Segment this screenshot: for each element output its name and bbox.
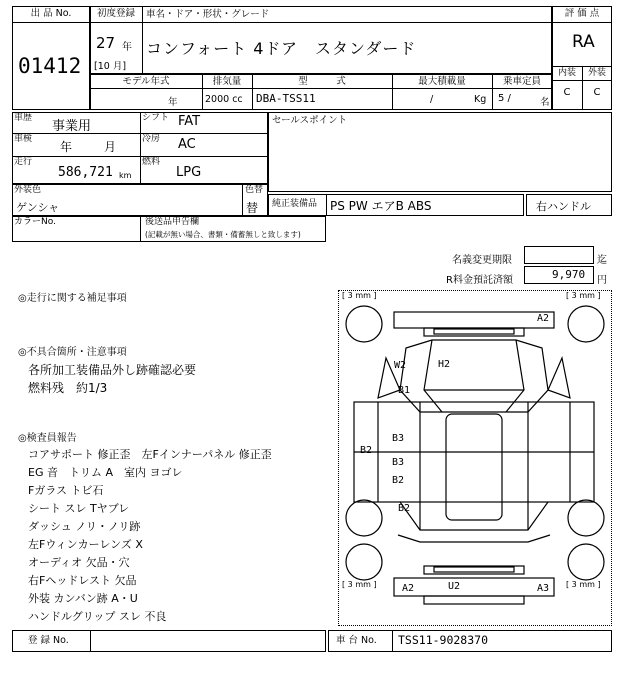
inspector-title: ◎検査員報告 (18, 433, 77, 444)
interior-label: 内装 (557, 68, 576, 78)
fuel-value: LPG (176, 165, 202, 180)
color-number-label: カラーNo. (14, 217, 56, 227)
chassis-number: TSS11-9028370 (398, 633, 489, 647)
repaint-label: 色替 (245, 185, 264, 195)
model-year-label: モデル年式 (122, 76, 170, 87)
mark-h2: H2 (438, 359, 451, 370)
grade-label: 評 価 点 (564, 8, 600, 19)
aftermarket-note: (記載が無い場合、書類・備蓄無しと致します) (145, 230, 301, 239)
inspector-line: 左Fウィンカーレンズ X (28, 538, 143, 551)
recycle-unit: 円 (597, 275, 607, 286)
tire-depth-rr: [ 3 mm ] (566, 580, 601, 589)
recycle-label: R料金預託済額 (446, 275, 513, 286)
inspector-line: コアサポート 修正歪 左Fインナーパネル 修正歪 (28, 448, 272, 461)
name-change-label: 名義変更期限 (452, 255, 512, 266)
history-label: 車歴 (14, 113, 33, 123)
mark-b3-lower: B3 (392, 457, 405, 468)
sales-point-label: セールスポイント (272, 115, 348, 126)
max-load-label: 最大積載量 (418, 76, 466, 87)
inspector-line: シート スレ Tヤブレ (28, 502, 130, 515)
mark-w2: W2 (394, 360, 407, 371)
grade-value: RA (572, 32, 595, 52)
aftermarket-label: 後送品申告欄 (145, 217, 200, 227)
tire-depth-fl: [ 3 mm ] (342, 291, 377, 300)
driving-notes-title: ◎走行に関する補足事項 (18, 293, 127, 304)
fuel-label: 燃料 (142, 157, 161, 167)
name-label: 車名・ドア・形状・グレード (146, 9, 270, 20)
registration-number-label: 登 録 No. (28, 635, 69, 646)
ac-label: 冷房 (142, 134, 161, 144)
car-outline-diagram (338, 290, 612, 626)
tire-depth-rl: [ 3 mm ] (342, 580, 377, 589)
displacement: 2000 cc (205, 94, 243, 105)
exterior-grade: C (593, 87, 601, 98)
year-unit: 年 (122, 42, 132, 53)
chassis-number-label: 車 台 No. (336, 635, 377, 646)
exterior-color-label: 外装色 (14, 185, 42, 195)
inspector-line: ハンドルグリップ スレ 不良 (28, 610, 167, 623)
mileage-value: 586,721 (58, 165, 113, 180)
mark-u2: U2 (448, 581, 461, 592)
ac-value: AC (178, 137, 196, 152)
shift-label: シフト (142, 113, 170, 123)
defect-line: 各所加工装備品外し跡確認必要 (28, 363, 197, 377)
name-change-box (524, 246, 594, 264)
repaint-value: 替 (246, 201, 259, 215)
registration-year: 27 (96, 34, 116, 52)
capacity: 5 / (498, 93, 511, 104)
car-name: コンフォート 4ドア スタンダード (146, 39, 417, 58)
inspector-line: ダッシュ ノリ・ノリ跡 (28, 520, 141, 533)
mark-b3-upper: B3 (392, 433, 405, 444)
inspector-line: オーディオ 欠品・穴 (28, 556, 130, 569)
model-type: DBA-TSS11 (256, 92, 316, 105)
equipment-value: PS PW エアB ABS (330, 199, 432, 213)
capacity-label: 乗車定員 (502, 76, 541, 87)
lot-number: 01412 (18, 54, 82, 78)
equipment-label: 純正装備品 (272, 199, 318, 209)
tire-depth-fr: [ 3 mm ] (566, 291, 601, 300)
inspector-line: 外装 カンバン跡 A・U (28, 592, 138, 605)
inspection-value: 年 月 (60, 140, 127, 154)
max-load-unit: Kg (474, 94, 487, 105)
steering-value: 右ハンドル (536, 200, 591, 213)
inspector-line: 右Fヘッドレスト 欠品 (28, 574, 137, 587)
recycle-value: 9,970 (552, 268, 586, 281)
mark-b2-lower: B2 (398, 503, 411, 514)
defect-line: 燃料残 約1/3 (28, 381, 108, 395)
mark-a2-front: A2 (537, 313, 550, 324)
inspection-label: 車検 (14, 134, 33, 144)
inspector-line: EG 音 トリム A 室内 ヨゴレ (28, 466, 183, 479)
max-load: / (430, 94, 434, 105)
capacity-unit: 名 (540, 97, 550, 108)
mark-b1: B1 (398, 385, 411, 396)
mileage-unit: km (119, 171, 132, 180)
defects-title: ◎不具合箇所・注意事項 (18, 347, 127, 358)
mark-b2-mid: B2 (392, 475, 405, 486)
interior-grade: C (563, 87, 571, 98)
mark-a3: A3 (537, 583, 550, 594)
displacement-label: 排気量 (212, 76, 242, 87)
history-value: 事業用 (52, 119, 92, 134)
model-year-unit: 年 (168, 97, 178, 108)
type-label: 型 式 (298, 76, 346, 87)
registration-month: [10 月] (94, 61, 127, 72)
name-change-unit: 迄 (597, 255, 607, 266)
mark-a2-rear: A2 (402, 583, 415, 594)
lot-number-label: 出 品 No. (30, 8, 72, 19)
exterior-color-value: ゲンシャ (16, 201, 60, 214)
inspector-line: Fガラス トビ石 (28, 484, 104, 497)
mark-b2-left: B2 (360, 445, 373, 456)
shift-value: FAT (178, 114, 201, 129)
mileage-label: 走行 (14, 157, 33, 167)
first-registration-label: 初度登録 (96, 8, 135, 19)
exterior-label: 外装 (587, 68, 606, 78)
